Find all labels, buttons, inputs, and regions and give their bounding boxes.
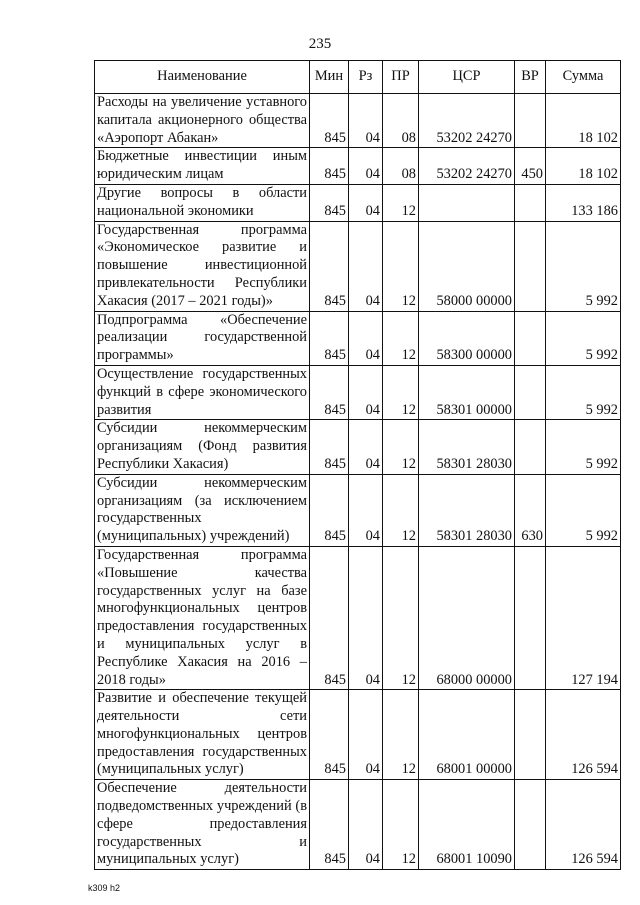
cell-min: 845 <box>310 221 349 311</box>
header-csr: ЦСР <box>419 61 515 94</box>
table-row <box>95 221 621 311</box>
cell-vr <box>515 780 546 870</box>
cell-csr: 58301 00000 <box>419 365 515 419</box>
cell-rz: 04 <box>349 546 383 689</box>
cell-sum: 133 186 <box>546 184 621 221</box>
cell-min: 845 <box>310 148 349 185</box>
cell-vr <box>515 420 546 474</box>
cell-pr: 12 <box>383 780 419 870</box>
cell-csr <box>419 184 515 221</box>
cell-pr: 12 <box>383 365 419 419</box>
cell-name: Бюджетные инвестиции иным юридическим лицам <box>95 148 310 185</box>
table-row <box>95 148 621 185</box>
cell-vr: 450 <box>515 148 546 185</box>
cell-sum: 5 992 <box>546 474 621 546</box>
header-name: Наименование <box>95 61 310 94</box>
cell-rz: 04 <box>349 311 383 365</box>
cell-pr: 12 <box>383 221 419 311</box>
cell-csr: 58000 00000 <box>419 221 515 311</box>
cell-pr: 12 <box>383 546 419 689</box>
cell-name: Субсидии некоммерческим организациям (за исключением государственных (муниципальных) учреждений) <box>95 474 310 546</box>
cell-min: 845 <box>310 311 349 365</box>
cell-min: 845 <box>310 184 349 221</box>
table-row <box>95 546 621 689</box>
cell-name: Обеспечение деятельности подведомственных учреждений (в сфере предоставления государственных и муниципальных услуг) <box>95 780 310 870</box>
cell-name: Осуществление государственных функций в сфере экономического развития <box>95 365 310 419</box>
header-vr: ВР <box>515 61 546 94</box>
cell-rz: 04 <box>349 474 383 546</box>
cell-csr: 68000 00000 <box>419 546 515 689</box>
cell-csr: 58301 28030 <box>419 420 515 474</box>
cell-min: 845 <box>310 474 349 546</box>
budget-table <box>94 60 621 870</box>
cell-name: Субсидии некоммерческим организациям (Фонд развития Республики Хакасия) <box>95 420 310 474</box>
cell-sum: 126 594 <box>546 690 621 780</box>
cell-csr: 68001 10090 <box>419 780 515 870</box>
table-row <box>95 365 621 419</box>
cell-sum: 18 102 <box>546 148 621 185</box>
table-header-row <box>95 61 621 94</box>
cell-vr <box>515 546 546 689</box>
cell-rz: 04 <box>349 780 383 870</box>
cell-pr: 12 <box>383 690 419 780</box>
cell-csr: 58301 28030 <box>419 474 515 546</box>
cell-name: Другие вопросы в области национальной экономики <box>95 184 310 221</box>
table-row <box>95 311 621 365</box>
header-pr: ПР <box>383 61 419 94</box>
cell-vr <box>515 365 546 419</box>
cell-vr <box>515 94 546 148</box>
cell-sum: 5 992 <box>546 365 621 419</box>
cell-vr <box>515 184 546 221</box>
cell-sum: 5 992 <box>546 420 621 474</box>
page-number: 235 <box>308 36 332 52</box>
table-row <box>95 780 621 870</box>
cell-sum: 18 102 <box>546 94 621 148</box>
table-row <box>95 94 621 148</box>
cell-name: Подпрограмма «Обеспечение реализации государственной программы» <box>95 311 310 365</box>
cell-sum: 126 594 <box>546 780 621 870</box>
table-row <box>95 420 621 474</box>
cell-name: Государственная программа «Экономическое развитие и повышение инвестиционной привлекательности Республики Хакасия (2017 – 2021 годы)» <box>95 221 310 311</box>
cell-pr: 12 <box>383 184 419 221</box>
cell-csr: 53202 24270 <box>419 148 515 185</box>
cell-min: 845 <box>310 365 349 419</box>
cell-min: 845 <box>310 420 349 474</box>
cell-name: Расходы на увеличение уставного капитала акционерного общества «Аэропорт Абакан» <box>95 94 310 148</box>
table-row <box>95 690 621 780</box>
cell-rz: 04 <box>349 221 383 311</box>
cell-name: Развитие и обеспечение текущей деятельности сети многофункциональных центров предоставления государственных (муниципальных услуг) <box>95 690 310 780</box>
cell-csr: 68001 00000 <box>419 690 515 780</box>
cell-pr: 12 <box>383 420 419 474</box>
cell-sum: 127 194 <box>546 546 621 689</box>
cell-vr <box>515 690 546 780</box>
cell-sum: 5 992 <box>546 221 621 311</box>
header-min: Мин <box>310 61 349 94</box>
cell-vr: 630 <box>515 474 546 546</box>
cell-rz: 04 <box>349 148 383 185</box>
cell-rz: 04 <box>349 420 383 474</box>
cell-pr: 08 <box>383 148 419 185</box>
cell-rz: 04 <box>349 690 383 780</box>
table-row <box>95 184 621 221</box>
cell-rz: 04 <box>349 184 383 221</box>
cell-min: 845 <box>310 94 349 148</box>
cell-csr: 53202 24270 <box>419 94 515 148</box>
header-rz: Рз <box>349 61 383 94</box>
cell-min: 845 <box>310 780 349 870</box>
cell-min: 845 <box>310 690 349 780</box>
cell-pr: 12 <box>383 311 419 365</box>
table-row <box>95 474 621 546</box>
cell-pr: 12 <box>383 474 419 546</box>
cell-rz: 04 <box>349 94 383 148</box>
cell-sum: 5 992 <box>546 311 621 365</box>
header-sum: Сумма <box>546 61 621 94</box>
cell-pr: 08 <box>383 94 419 148</box>
cell-csr: 58300 00000 <box>419 311 515 365</box>
cell-vr <box>515 221 546 311</box>
cell-rz: 04 <box>349 365 383 419</box>
cell-name: Государственная программа «Повышение качества государственных услуг на базе многофункциональных центров предоставления государственных и муниципальных услуг в Республике Хакасия на 2016 – 2018 годы» <box>95 546 310 689</box>
document-code: k309 h2 <box>88 883 121 893</box>
cell-vr <box>515 311 546 365</box>
cell-min: 845 <box>310 546 349 689</box>
